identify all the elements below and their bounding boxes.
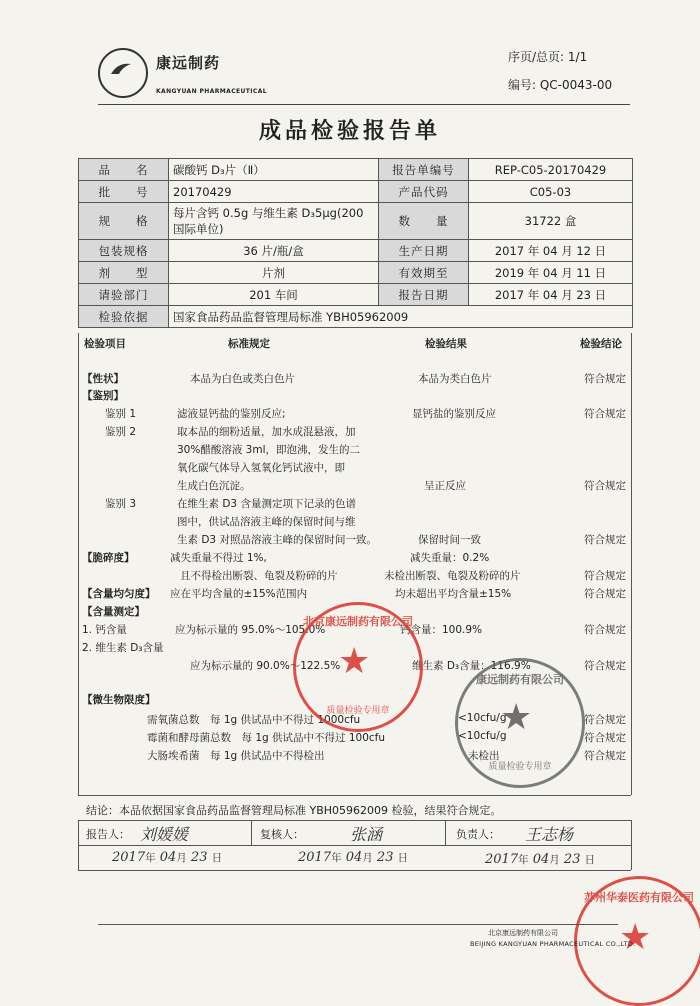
id2-std-2: 30%醋酸溶液 3ml，即泡沸，发生的二 [177, 444, 361, 456]
owner-date-year: 2017 [485, 852, 519, 867]
friability-conclusion: 符合规定 [584, 570, 626, 582]
reporter-label: 报告人： [86, 828, 130, 841]
id2-label: 鉴别 2 [105, 426, 137, 438]
month-char: 月 [176, 852, 187, 864]
product-info-table [78, 158, 633, 328]
friability-result-2: 未检出断裂、龟裂及粉碎的片 [384, 570, 521, 582]
owner-date-day: 23 [563, 852, 581, 867]
traits-result: 本品为类白色片 [418, 373, 492, 385]
month-char: 月 [362, 852, 373, 864]
m2-result: <10cfu/g [458, 730, 507, 742]
quality-stamp-gray [455, 658, 585, 788]
id3-std-3: 生素 D3 对照品溶液主峰的保留时间一致。 [177, 534, 377, 546]
vd-result: 维生素 D₃含量：116.9% [412, 660, 531, 672]
signoff-middle-border [78, 845, 631, 846]
form-label: 剂 型 [79, 262, 169, 284]
id3-std-1: 在维生素 D3 含量测定项下记录的色谱 [177, 498, 356, 510]
traits-conclusion: 符合规定 [584, 373, 626, 385]
header-divider [98, 104, 630, 105]
m3-conclusion: 符合规定 [584, 750, 626, 762]
spec: 每片含钙 0.5g 与维生素 D₃5μg(200国际单位) [169, 203, 379, 240]
id3-conclusion: 符合规定 [584, 534, 626, 546]
friability-label: 【脆碎度】 [82, 552, 135, 564]
report-no: REP-C05-20170429 [469, 159, 633, 181]
uniformity-conclusion: 符合规定 [584, 588, 626, 600]
ca-conclusion: 符合规定 [584, 624, 626, 636]
friability-std-1: 减失重量不得过 1%, [170, 552, 267, 564]
reviewer-signature: 张涵 [350, 825, 383, 844]
vd-std: 应为标示量的 90.0%～122.5% [190, 660, 341, 672]
uniformity-label: 【含量均匀度】 [82, 588, 156, 600]
uniformity-result: 均未超出平均含量±15% [395, 588, 512, 600]
page-title: 成品检验报告单 [258, 119, 441, 144]
batch: 20170429 [169, 181, 379, 203]
traits-std: 本品为白色或类白色片 [190, 373, 295, 385]
reporter-date-year: 2017 [112, 850, 146, 865]
reporter-date-day: 23 [190, 850, 208, 865]
expiry-label: 有效期至 [379, 262, 469, 284]
owner-label: 负责人： [456, 828, 500, 841]
ca-result: 钙含量：100.9% [400, 624, 483, 636]
id1-label: 鉴别 1 [105, 408, 137, 420]
id2-std-1: 取本品的细粉适量，加水成混悬液，加 [177, 426, 356, 438]
col-result-header: 检验结果 [425, 338, 467, 350]
traits-label: 【性状】 [82, 373, 124, 385]
m1-std: 需氧菌总数 每 1g 供试品中不得过 1000cfu [147, 714, 361, 726]
dept: 201 车间 [169, 284, 379, 306]
product-name: 碳酸钙 D₃片（Ⅱ） [169, 159, 379, 181]
signoff-divider-1 [251, 820, 252, 845]
friability-std-2: 且不得检出断裂、龟裂及粉碎的片 [180, 570, 338, 582]
id1-result: 显钙盐的鉴别反应 [412, 408, 496, 420]
pack: 36 片/瓶/盒 [169, 240, 379, 262]
owner-date [485, 852, 595, 867]
expiry: 2019 年 04 月 11 日 [469, 262, 633, 284]
m1-conclusion: 符合规定 [584, 714, 626, 726]
product-name-label: 品 名 [79, 159, 169, 181]
id2-result: 呈正反应 [424, 480, 466, 492]
stamp-star-icon: ★ [338, 641, 371, 682]
page-info: 序页/总页: 1/1 [508, 50, 588, 64]
tests-border-left [78, 333, 79, 795]
owner-signature: 王志杨 [525, 825, 574, 844]
stamp-ring-text: 康远制药有限公司 [476, 673, 564, 686]
ca-std: 应为标示量的 95.0%～105.0% [175, 624, 326, 636]
reporter-date-month: 04 [159, 850, 177, 865]
ca-label: 1. 钙含量 [82, 624, 127, 636]
id3-result: 保留时间一致 [418, 534, 481, 546]
id2-std-3: 氧化碳气体导入氢氧化钙试液中，即 [177, 462, 345, 474]
reporter-date [112, 850, 222, 865]
qty-label: 数 量 [379, 203, 469, 240]
reviewer-label: 复核人： [260, 828, 304, 841]
id2-conclusion: 符合规定 [584, 480, 626, 492]
friability-result-1: 减失重量：0.2% [410, 552, 490, 564]
form-number: 编号: QC-0043-00 [508, 78, 613, 92]
stamp-ring-text: 北京康远制药有限公司 [303, 615, 413, 628]
day-char: 日 [397, 852, 409, 864]
reviewer-date-day: 23 [376, 850, 394, 865]
uniformity-std: 应在平均含量的±15%范围内 [170, 588, 308, 600]
micro-label: 【微生物限度】 [82, 694, 156, 706]
m2-std: 霉菌和酵母菌总数 每 1g 供试品中不得过 100cfu [147, 732, 386, 744]
signoff-top-border [78, 820, 631, 821]
footer-company-cn: 北京康远制药有限公司 [488, 929, 558, 937]
logo-bird-icon [110, 60, 132, 78]
report-date: 2017 年 04 月 23 日 [469, 284, 633, 306]
reporter-signature: 刘媛媛 [140, 825, 189, 844]
basis-label: 检验依据 [79, 306, 169, 328]
footer-divider [98, 924, 618, 925]
day-char: 日 [211, 852, 223, 864]
stamp-sub-text: 质量检验专用章 [326, 706, 390, 716]
year-char: 年 [145, 852, 156, 864]
ident-label: 【鉴别】 [82, 390, 124, 402]
col-std-header: 标准规定 [228, 338, 270, 350]
year-char: 年 [331, 852, 342, 864]
company-name-en: KANGYUAN PHARMACEUTICAL [156, 88, 267, 95]
qty: 31722 盒 [469, 203, 633, 240]
m3-std: 大肠埃希菌 每 1g 供试品中不得检出 [147, 750, 325, 762]
m1-result: <10cfu/g [458, 712, 507, 724]
product-code-label: 产品代码 [379, 181, 469, 203]
conclusion-text: 结论：本品依据国家食品药品监督管理局标准 YBH05962009 检验，结果符合规定。 [86, 804, 502, 817]
vd-label: 2. 维生素 D₃含量 [82, 642, 164, 654]
signoff-bottom-border [78, 870, 631, 871]
col-conclusion-header: 检验结论 [580, 338, 622, 350]
stamp-ring-text: 苏州华泰医药有限公司 [584, 891, 694, 904]
col-item-header: 检验项目 [84, 338, 126, 350]
reviewer-date [298, 850, 408, 865]
vd-conclusion: 符合规定 [584, 660, 626, 672]
conclusion-top-border [78, 795, 631, 796]
m3-result: 未检出 [468, 750, 500, 762]
company-name: 康远制药 [156, 54, 221, 72]
pack-label: 包装规格 [79, 240, 169, 262]
id1-conclusion: 符合规定 [584, 408, 626, 420]
quality-stamp-red [293, 602, 423, 732]
tests-border-right [631, 333, 632, 795]
report-no-label: 报告单编号 [379, 159, 469, 181]
spec-label: 规 格 [79, 203, 169, 240]
id3-std-2: 图中，供试品溶液主峰的保留时间与维 [177, 516, 356, 528]
signoff-divider-2 [445, 820, 446, 845]
m2-conclusion: 符合规定 [584, 732, 626, 744]
basis: 国家食品药品监督管理局标准 YBH05962009 [169, 306, 633, 328]
owner-date-month: 04 [532, 852, 550, 867]
id1-std: 滤液显钙盐的鉴别反应; [177, 408, 286, 420]
stamp-star-icon: ★ [500, 697, 533, 738]
stamp-sub-text: 质量检验专用章 [488, 762, 552, 772]
reviewer-date-year: 2017 [298, 850, 332, 865]
stamp-star-icon: ★ [619, 917, 652, 958]
assay-label: 【含量测定】 [82, 606, 145, 618]
report-date-label: 报告日期 [379, 284, 469, 306]
product-code: C05-03 [469, 181, 633, 203]
footer-company-en: BEIJING KANGYUAN PHARMACEUTICAL CO.,LTD. [470, 940, 636, 948]
day-char: 日 [584, 854, 596, 866]
dosage-form: 片剂 [169, 262, 379, 284]
month-char: 月 [549, 854, 560, 866]
signoff-border-right [631, 820, 632, 870]
prod-date: 2017 年 04 月 12 日 [469, 240, 633, 262]
dept-label: 请验部门 [79, 284, 169, 306]
year-char: 年 [518, 854, 529, 866]
id2-std-4: 生成白色沉淀。 [177, 480, 251, 492]
prod-date-label: 生产日期 [379, 240, 469, 262]
batch-label: 批 号 [79, 181, 169, 203]
id3-label: 鉴别 3 [105, 498, 137, 510]
reviewer-date-month: 04 [345, 850, 363, 865]
